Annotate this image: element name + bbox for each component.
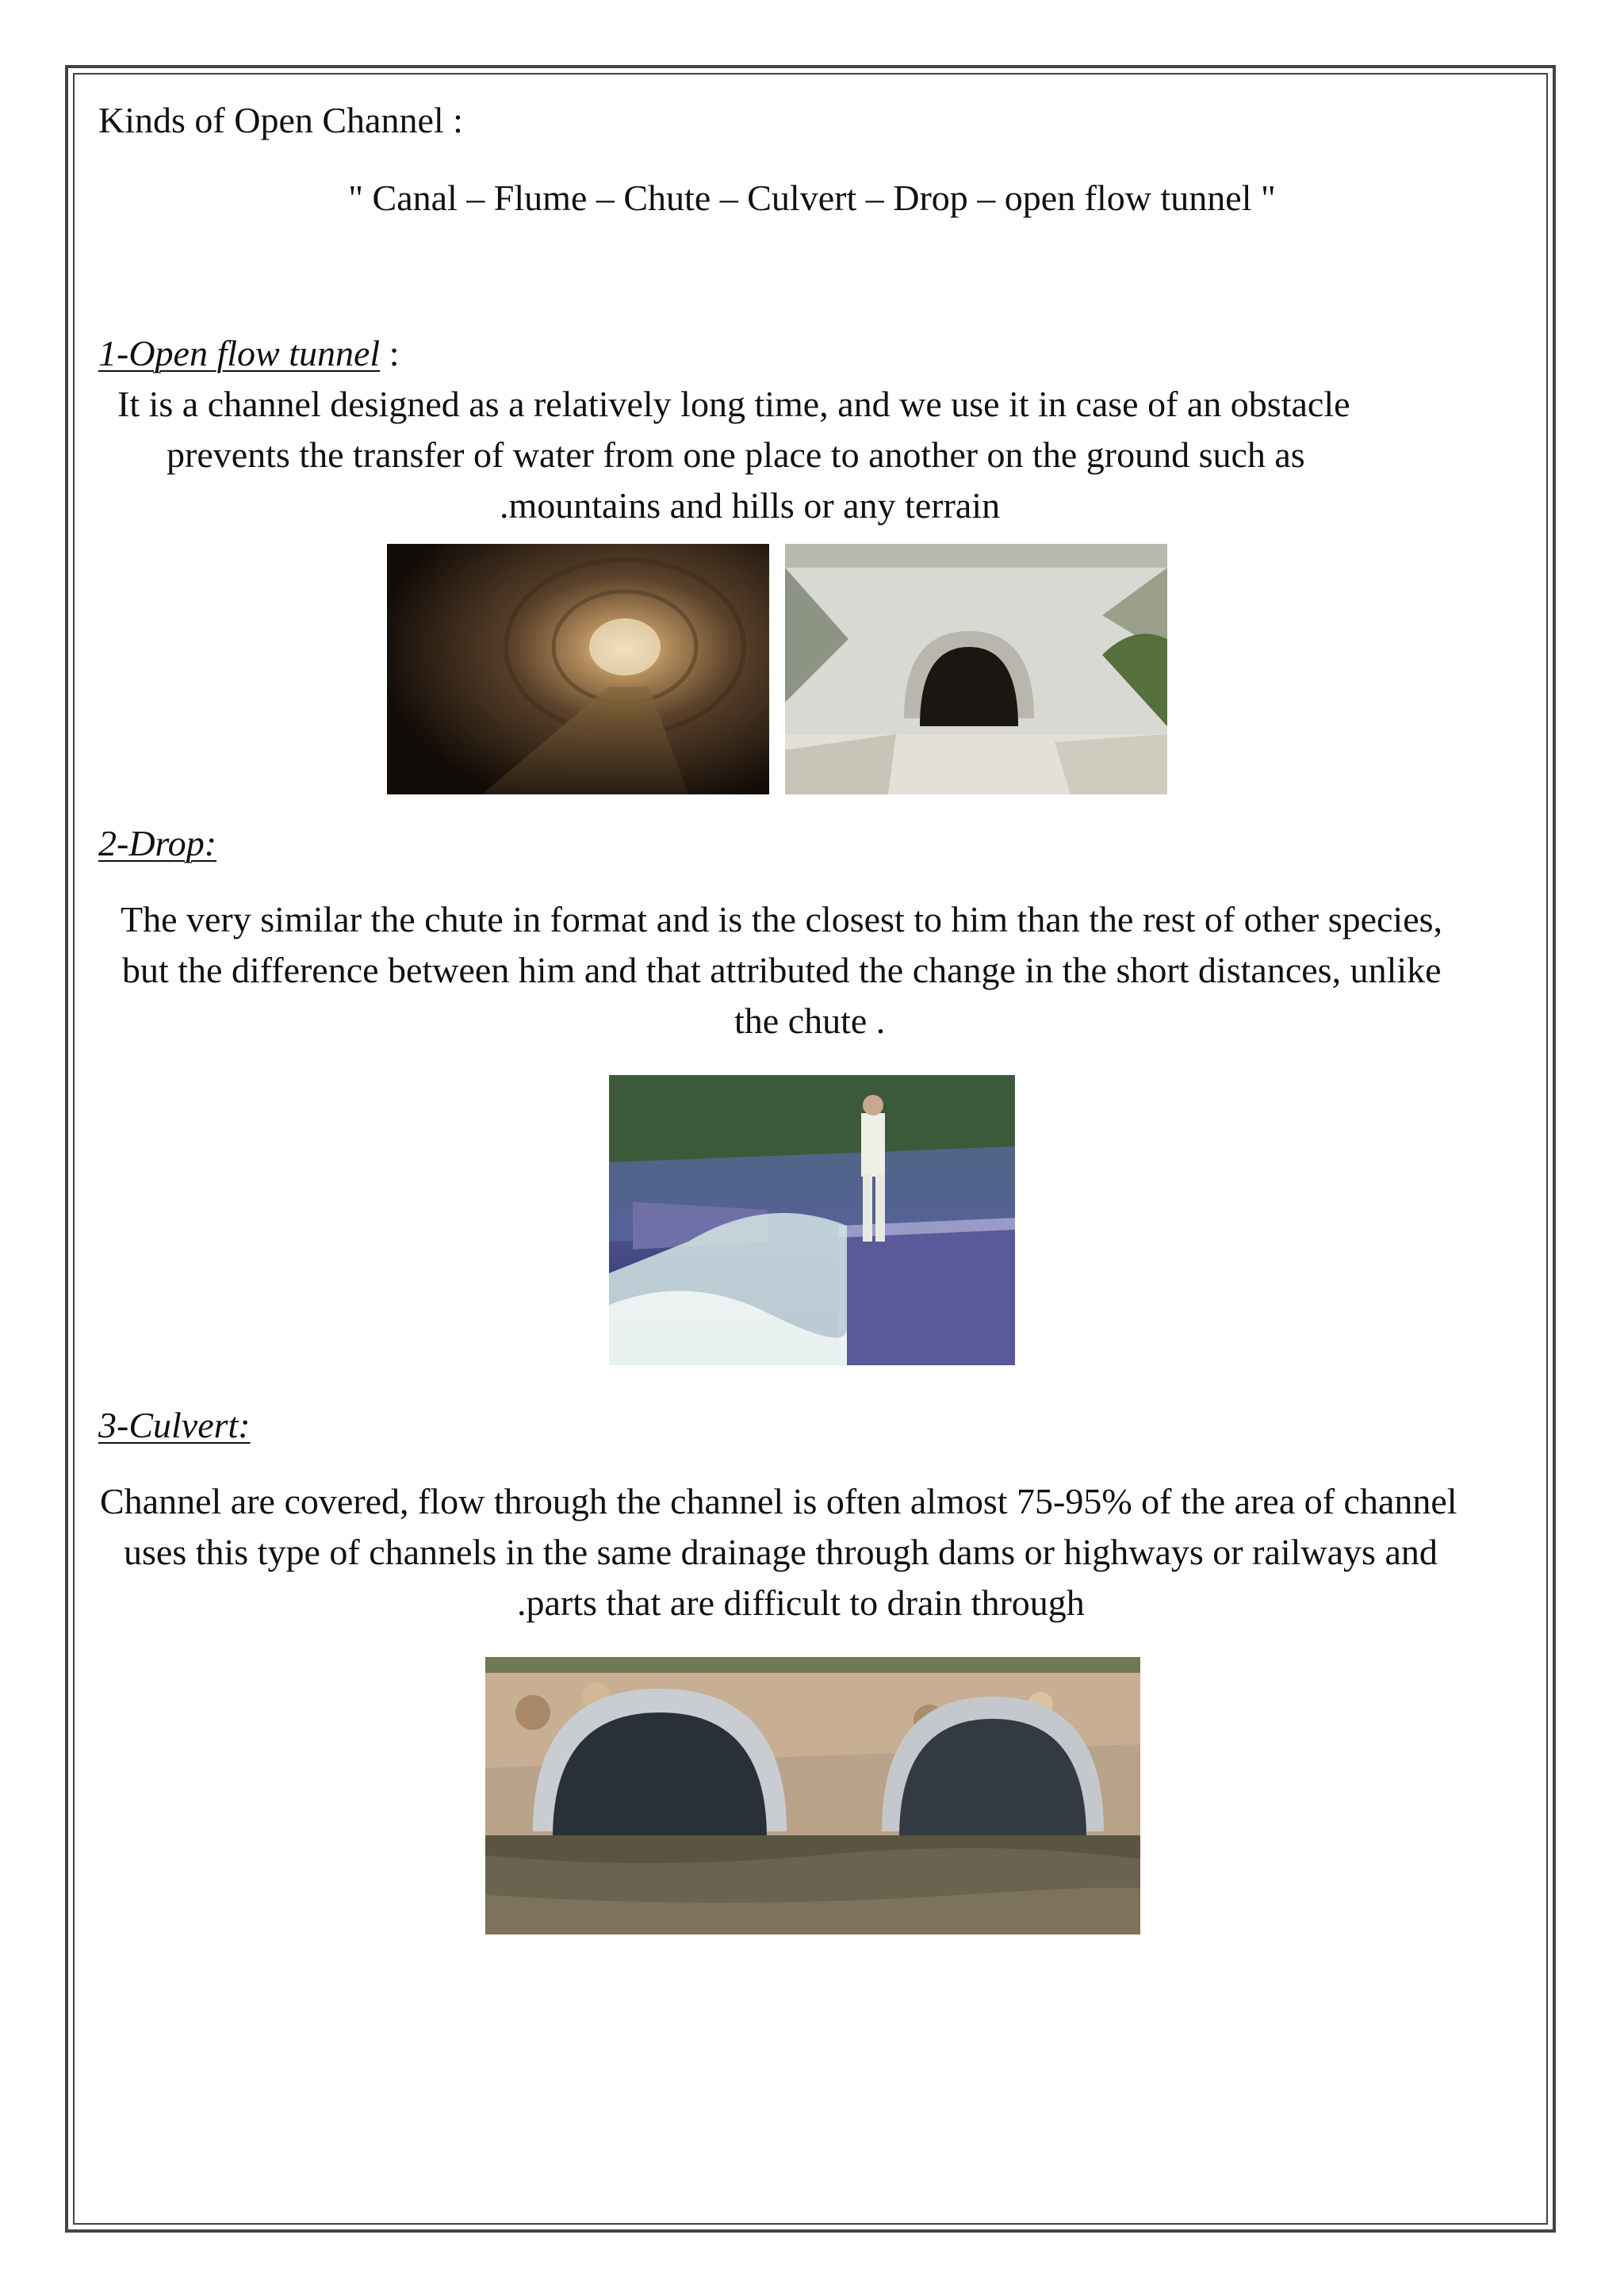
section-3-line-3: .parts that are difficult to drain through [517,1582,1085,1623]
section-3-heading: 3-Culvert: [98,1405,251,1445]
tunnel-portal-photo [785,544,1167,794]
section-3-line-1: Channel are covered, flow through the channel is often almost 75-95% of the area of channel [100,1481,1457,1521]
culvert-pipes-photo [485,1657,1140,1934]
section-2-line-1: The very similar the chute in format and is the closest to him than the rest of other species, [121,899,1443,939]
page-title: Kinds of Open Channel : [98,100,463,140]
drop-weir-photo [609,1075,1015,1365]
section-1-line-2: prevents the transfer of water from one place to another on the ground such as [167,434,1305,475]
section-2-line-2: but the difference between him and that attributed the change in the short distances, unlike [122,950,1442,990]
section-1-heading-row [98,328,399,379]
section-1-line-1: It is a channel designed as a relatively long time, and we use it in case of an obstacle [117,384,1350,424]
section-2-line-3: the chute . [734,1001,886,1041]
tunnel-interior-photo [387,544,769,794]
kinds-list: " Canal – Flume – Chute – Culvert – Drop – open flow tunnel " [348,178,1276,218]
section-2-heading-row [98,818,216,869]
section-1-line-3: .mountains and hills or any terrain [500,485,1001,526]
section-1-heading-suffix: : [380,333,400,373]
section-1-heading: 1-Open flow tunnel [98,333,381,373]
section-3-heading-row [98,1400,251,1451]
section-3-line-2: uses this type of channels in the same drainage through dams or highways or railways and [124,1532,1438,1572]
section-2-heading: 2-Drop: [98,823,217,863]
